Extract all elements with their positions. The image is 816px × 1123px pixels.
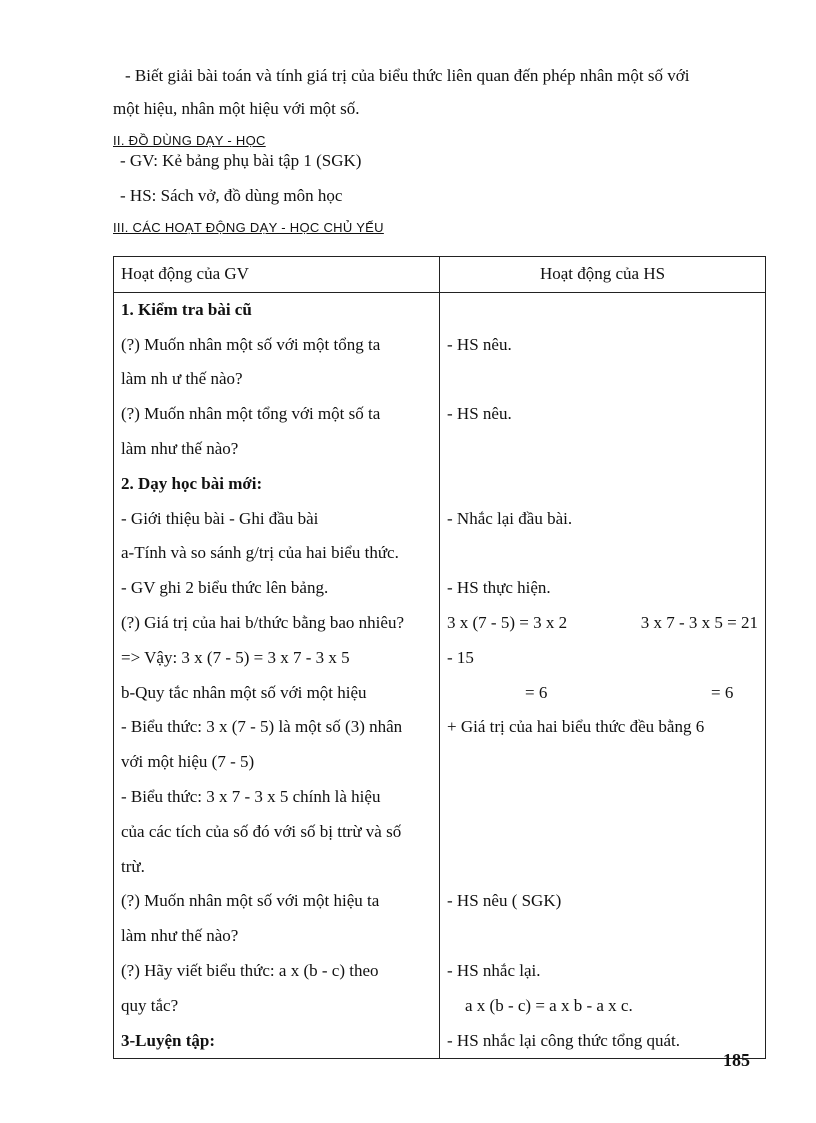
gv-line: 3-Luyện tập: xyxy=(121,1030,215,1050)
gv-line: (?) Muốn nhân một tổng với một số ta xyxy=(121,404,381,424)
gv-line: 2. Dạy học bài mới: xyxy=(121,473,263,493)
gv-line: với một hiệu (7 - 5) xyxy=(121,752,255,772)
hs-line xyxy=(447,432,758,467)
objective-line-1: - Biết giải bài toán và tính giá trị của biểu thức liên quan đến phép nhân một số với xyxy=(125,66,690,85)
gv-line: - Giới thiệu bài - Ghi đầu bài xyxy=(121,508,319,528)
result-row xyxy=(447,676,758,711)
materials-gv: - GV: Kẻ bảng phụ bài tập 1 (SGK) xyxy=(120,151,362,170)
teacher-activity-cell xyxy=(114,292,440,1059)
gv-line: làm như thế nào? xyxy=(121,438,239,458)
gv-line: - Biểu thức: 3 x (7 - 5) là một số (3) nhân xyxy=(121,717,403,737)
gv-line: 1. Kiểm tra bài cũ xyxy=(121,299,252,319)
gv-line: làm như thế nào? xyxy=(121,926,239,946)
hs-line: - 15 xyxy=(447,647,474,667)
gv-line: (?) Muốn nhân một số với một tổng ta xyxy=(121,334,381,354)
hs-line: - HS nhắc lại. xyxy=(447,960,541,980)
gv-line: quy tắc? xyxy=(121,995,179,1015)
expression-right: 3 x 7 - 3 x 5 = 21 xyxy=(640,612,758,632)
gv-line: làm nh ư thế nào? xyxy=(121,369,243,389)
hs-line xyxy=(447,536,758,571)
gv-line: (?) Giá trị của hai b/thức bằng bao nhiêu? xyxy=(121,612,404,632)
gv-line: của các tích của số đó với số bị ttrừ và số xyxy=(121,821,402,841)
hs-line xyxy=(447,467,758,502)
objective-line-2: một hiệu, nhân một hiệu với một số. xyxy=(113,99,360,118)
hs-line: a x (b - c) = a x b - a x c. xyxy=(465,995,633,1015)
materials-hs: - HS: Sách vở, đồ dùng môn học xyxy=(120,186,343,205)
hs-line xyxy=(447,362,758,397)
gv-line: - Biểu thức: 3 x 7 - 3 x 5 chính là hiệu xyxy=(121,786,381,806)
result-left: = 6 xyxy=(525,682,548,702)
hs-line xyxy=(447,780,758,815)
student-activity-cell xyxy=(440,292,766,1059)
gv-line: (?) Muốn nhân một số với một hiệu ta xyxy=(121,891,380,911)
hs-line xyxy=(447,293,758,328)
header-student-activity: Hoạt động của HS xyxy=(440,257,766,293)
hs-line xyxy=(447,919,758,954)
gv-line: (?) Hãy viết biểu thức: a x (b - c) theo xyxy=(121,960,379,980)
hs-line: + Giá trị của hai biểu thức đều bằng 6 xyxy=(447,717,705,737)
result-right: = 6 xyxy=(711,682,734,702)
gv-line: => Vậy: 3 x (7 - 5) = 3 x 7 - 3 x 5 xyxy=(121,647,350,667)
activities-table xyxy=(113,256,766,1059)
hs-line: - HS nêu. xyxy=(447,334,512,354)
gv-line: - GV ghi 2 biểu thức lên bảng. xyxy=(121,578,329,598)
hs-line xyxy=(447,815,758,850)
hs-line: - Nhắc lại đầu bài. xyxy=(447,508,573,528)
section-ii-heading: II. ĐỒ DÙNG DẠY - HỌC xyxy=(113,133,266,148)
hs-line: - HS nêu. xyxy=(447,404,512,424)
section-iii-heading: III. CÁC HOẠT ĐỘNG DẠY - HỌC CHỦ YẾU xyxy=(113,220,384,235)
expression-left: 3 x (7 - 5) = 3 x 2 xyxy=(447,612,568,632)
hs-line: - HS nêu ( SGK) xyxy=(447,891,562,911)
hs-line: - HS thực hiện. xyxy=(447,578,551,598)
hs-line: - HS nhắc lại công thức tổng quát. xyxy=(447,1030,680,1050)
page-number: 185 xyxy=(723,1050,750,1070)
header-teacher-activity: Hoạt động của GV xyxy=(114,257,440,293)
gv-line: trừ. xyxy=(121,856,145,876)
hs-line xyxy=(447,745,758,780)
expression-row xyxy=(447,606,758,641)
gv-line: a-Tính và so sánh g/trị của hai biểu thức. xyxy=(121,543,399,563)
hs-line xyxy=(447,850,758,885)
gv-line: b-Quy tắc nhân một số với một hiệu xyxy=(121,682,367,702)
